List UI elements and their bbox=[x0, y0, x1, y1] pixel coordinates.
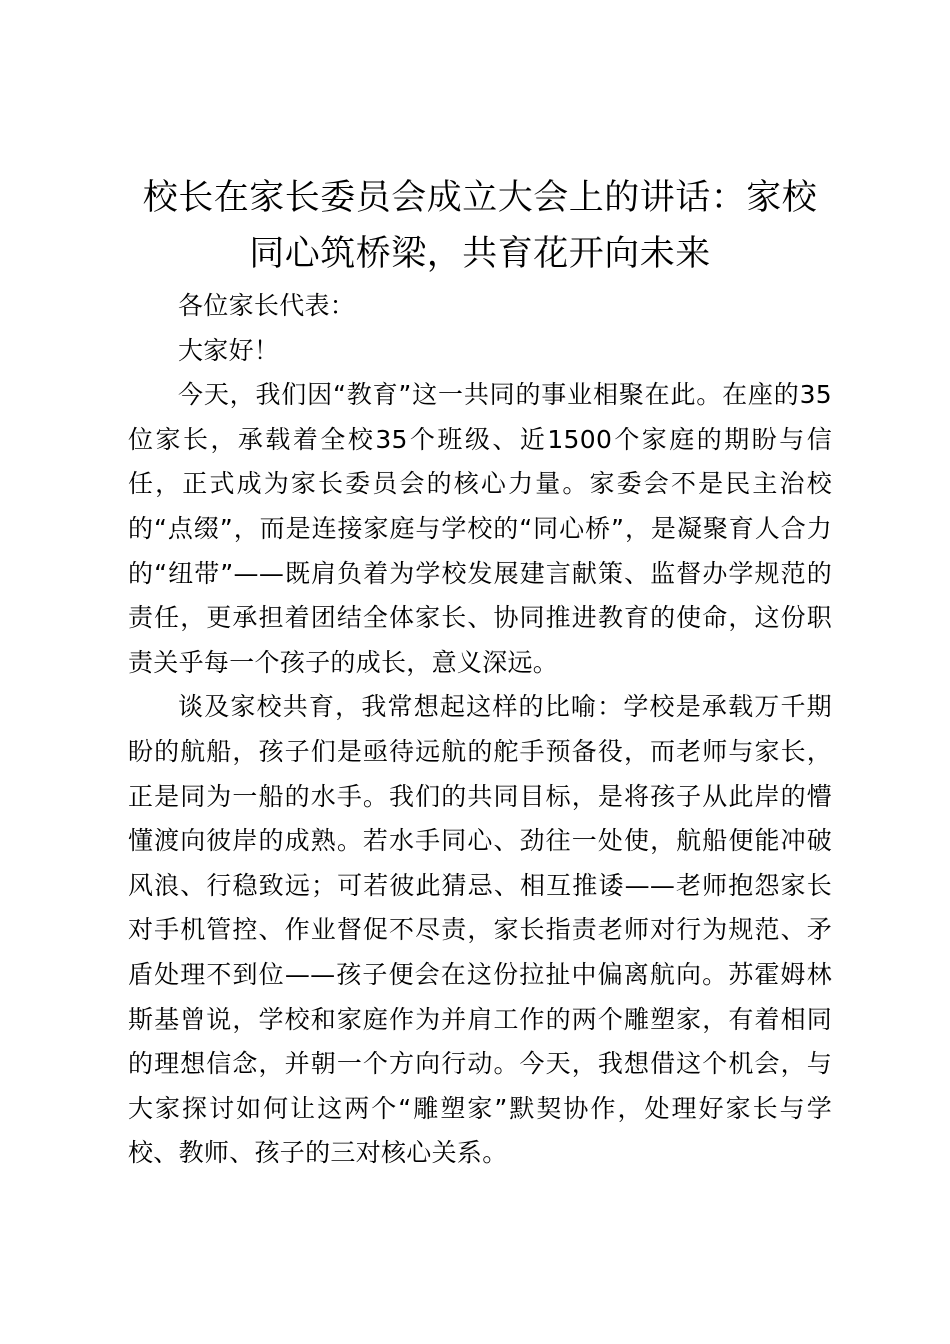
paragraph-2: 谈及家校共育，我常想起这样的比喻：学校是承载万千期盼的航船，孩子们是亟待远航的舵手预备役，而老师与家长，正是同为一船的水手。我们的共同目标，是将孩子从此岸的懵懂渡向彼岸的成熟。若水手同心、劲往一处使，航船便能冲破风浪、行稳致远；可若彼此猜忌、相互推诿——老师抱怨家长对手机管控、作业督促不尽责，家长指责老师对行为规范、矛盾处理不到位——孩子便会在这份拉扯中偏离航向。苏霍姆林斯基曾说，学校和家庭作为并肩工作的两个雕塑家，有着相同的理想信念，并朝一个方向行动。今天，我想借这个机会，与大家探讨如何让这两个“雕塑家”默契协作，处理好家长与学校、教师、孩子的三对核心关系。 bbox=[128, 692, 832, 1168]
document-page bbox=[128, 170, 832, 1176]
paragraph-1: 今天，我们因“教育”这一共同的事业相聚在此。在座的35位家长，承载着全校35个班级、近1500个家庭的期盼与信任，正式成为家长委员会的核心力量。家委会不是民主治校的“点缀”，而是连接家庭与学校的“同心桥”，是凝聚育人合力的“纽带”——既肩负着为学校发展建言献策、监督办学规范的责任，更承担着团结全体家长、协同推进教育的使命，这份职责关乎每一个孩子的成长，意义深远。 bbox=[128, 380, 832, 677]
document-title: 校长在家长委员会成立大会上的讲话：家校同心筑桥梁，共育花开向未来 bbox=[142, 178, 818, 274]
document-body bbox=[128, 284, 832, 1176]
salutation: 各位家长代表： bbox=[178, 291, 356, 320]
greeting: 大家好！ bbox=[178, 335, 280, 365]
